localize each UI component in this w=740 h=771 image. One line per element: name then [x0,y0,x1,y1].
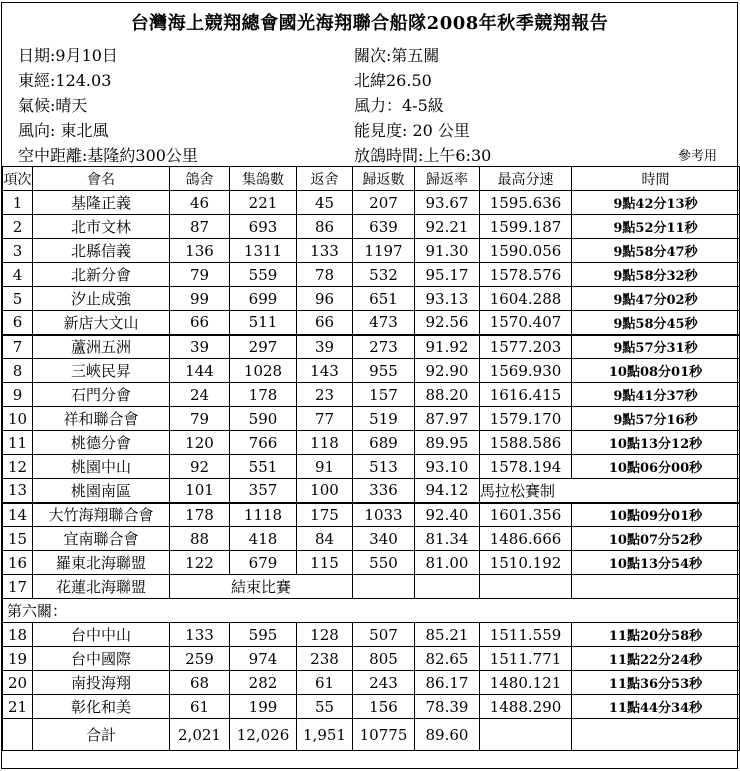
cell-rate: 92.90 [415,359,480,383]
cell-lofts: 122 [170,551,230,575]
cell-lofts: 92 [170,455,230,479]
cell-empty [480,575,572,599]
cell-lofts: 133 [170,623,230,647]
cell-returned: 243 [353,671,415,695]
cell-entered: 282 [230,671,297,695]
cell-speed: 1570.407 [480,311,572,335]
cell-returned-lofts: 143 [297,359,353,383]
cell-lofts: 136 [170,239,230,263]
cell-rate: 78.39 [415,695,480,719]
cell-rate: 93.10 [415,455,480,479]
cell-speed: 1511.771 [480,647,572,671]
cell-returned-lofts: 175 [297,503,353,527]
release-latitude: 北緯26.50 [354,71,432,90]
total-lofts: 2,021 [170,719,230,751]
cell-club: 蘆洲五洲 [33,335,170,359]
cell-entered: 1028 [230,359,297,383]
cell-rate: 91.30 [415,239,480,263]
table-row [3,263,740,287]
cell-lofts: 46 [170,191,230,215]
cell-time: 9點58分32秒 [572,263,740,287]
cell-entered: 1118 [230,503,297,527]
cell-entered: 178 [230,383,297,407]
cell-lofts: 61 [170,695,230,719]
table-row [3,311,740,335]
cell-returned-lofts: 96 [297,287,353,311]
cell-lofts: 24 [170,383,230,407]
cell-lofts: 144 [170,359,230,383]
cell-entered: 693 [230,215,297,239]
cell-returned: 955 [353,359,415,383]
cell-returned: 157 [353,383,415,407]
cell-speed: 1480.121 [480,671,572,695]
section-row-6 [3,599,740,623]
cell-no: 5 [3,287,33,311]
cell-speed: 1569.930 [480,359,572,383]
cell-ended: 結束比賽 [170,575,353,599]
report-sheet [1,2,738,769]
race-stage: 關次:第五關 [354,46,440,65]
cell-returned-lofts: 77 [297,407,353,431]
cell-rate: 88.20 [415,383,480,407]
cell-lofts: 120 [170,431,230,455]
cell-rate: 93.13 [415,287,480,311]
header-ret-lofts: 返舍 [297,167,353,191]
cell-time: 9點58分47秒 [572,239,740,263]
cell-club: 石門分會 [33,383,170,407]
cell-lofts: 259 [170,647,230,671]
cell-rate: 91.92 [415,335,480,359]
cell-speed: 1511.559 [480,623,572,647]
cell-time: 9點58分45秒 [572,311,740,335]
table-row [3,479,740,503]
cell-returned: 207 [353,191,415,215]
cell-no: 8 [3,359,33,383]
cell-returned: 689 [353,431,415,455]
cell-time: 10點07分52秒 [572,527,740,551]
cell-returned: 532 [353,263,415,287]
section-6-label: 第六關： [3,599,740,623]
header-no: 項次 [3,167,33,191]
cell-entered: 297 [230,335,297,359]
header-lofts: 鴿舍 [170,167,230,191]
cell-returned-lofts: 84 [297,527,353,551]
cell-rate: 89.95 [415,431,480,455]
table-row [3,287,740,311]
cell-club: 三峽民昇 [33,359,170,383]
cell-no: 11 [3,431,33,455]
cell-lofts: 68 [170,671,230,695]
cell-returned-lofts: 61 [297,671,353,695]
cell-no: 14 [3,503,33,527]
cell-time: 11點22分24秒 [572,647,740,671]
cell-time: 11點36分53秒 [572,671,740,695]
cell-speed: 1604.288 [480,287,572,311]
cell-time: 10點13分12秒 [572,431,740,455]
cell-entered: 559 [230,263,297,287]
cell-entered: 766 [230,431,297,455]
cell-returned: 513 [353,455,415,479]
cell-returned-lofts: 55 [297,695,353,719]
cell-speed: 1510.192 [480,551,572,575]
cell-speed: 1599.187 [480,215,572,239]
table-row [3,359,740,383]
cell-speed: 1588.586 [480,431,572,455]
cell-club: 基隆正義 [33,191,170,215]
cell-time: 9點42分13秒 [572,191,740,215]
cell-no: 3 [3,239,33,263]
cell-no: 2 [3,215,33,239]
total-entered: 12,026 [230,719,297,751]
cell-rate: 95.17 [415,263,480,287]
cell-rate: 94.12 [415,479,480,503]
cell-returned: 1197 [353,239,415,263]
results-table [2,166,740,751]
cell-entered: 357 [230,479,297,503]
cell-returned-lofts: 78 [297,263,353,287]
cell-returned-lofts: 23 [297,383,353,407]
cell-returned: 507 [353,623,415,647]
race-date: 日期:9月10日 [18,46,118,65]
cell-club: 台中中山 [33,623,170,647]
cell-empty [480,719,572,751]
cell-speed: 1590.056 [480,239,572,263]
cell-time: 9點47分02秒 [572,287,740,311]
cell-no: 18 [3,623,33,647]
cell-rate: 82.65 [415,647,480,671]
cell-club: 彰化和美 [33,695,170,719]
header-rate: 歸返率 [415,167,480,191]
cell-no: 4 [3,263,33,287]
cell-no: 13 [3,479,33,503]
cell-no: 7 [3,335,33,359]
cell-empty [415,575,480,599]
table-row [3,191,740,215]
cell-entered: 679 [230,551,297,575]
cell-lofts: 88 [170,527,230,551]
release-time: 放鴿時間:上午6:30 [354,146,492,165]
table-row [3,239,740,263]
cell-no: 19 [3,647,33,671]
table-row [3,503,740,527]
cell-returned: 651 [353,287,415,311]
cell-lofts: 101 [170,479,230,503]
cell-rate: 92.40 [415,503,480,527]
weather: 氣候:晴天 [18,96,88,115]
table-row [3,335,740,359]
cell-speed: 1578.194 [480,455,572,479]
cell-empty [353,575,415,599]
total-row [3,719,740,751]
cell-lofts: 178 [170,503,230,527]
cell-speed: 1579.170 [480,407,572,431]
table-row [3,407,740,431]
header-club: 會名 [33,167,170,191]
cell-club: 南投海翔 [33,671,170,695]
cell-club: 新店大文山 [33,311,170,335]
cell-returned: 473 [353,311,415,335]
cell-rate: 86.17 [415,671,480,695]
table-row [3,671,740,695]
cell-returned-lofts: 133 [297,239,353,263]
cell-returned-lofts: 128 [297,623,353,647]
cell-speed: 1616.415 [480,383,572,407]
cell-club: 宜南聯合會 [33,527,170,551]
cell-entered: 511 [230,311,297,335]
cell-time: 9點57分31秒 [572,335,740,359]
table-row [3,215,740,239]
header-speed: 最高分速 [480,167,572,191]
cell-no: 17 [3,575,33,599]
table-row [3,431,740,455]
cell-returned-lofts: 115 [297,551,353,575]
cell-returned: 639 [353,215,415,239]
cell-lofts: 87 [170,215,230,239]
cell-note: 馬拉松賽制 [480,479,740,503]
cell-club: 北市文林 [33,215,170,239]
table-row [3,695,740,719]
cell-returned-lofts: 66 [297,311,353,335]
cell-rate: 92.21 [415,215,480,239]
cell-entered: 221 [230,191,297,215]
cell-entered: 595 [230,623,297,647]
cell-club: 大竹海翔聯合會 [33,503,170,527]
cell-time: 11點44分34秒 [572,695,740,719]
table-row [3,551,740,575]
cell-lofts: 66 [170,311,230,335]
table-row [3,527,740,551]
cell-entered: 1311 [230,239,297,263]
cell-club: 桃德分會 [33,431,170,455]
cell-lofts: 39 [170,335,230,359]
cell-club: 北縣信義 [33,239,170,263]
table-row [3,623,740,647]
cell-empty [572,575,740,599]
cell-time: 10點13分54秒 [572,551,740,575]
cell-returned: 519 [353,407,415,431]
cell-speed: 1601.356 [480,503,572,527]
cell-returned-lofts: 100 [297,479,353,503]
total-label: 合計 [33,719,170,751]
cell-no: 21 [3,695,33,719]
cell-empty [572,719,740,751]
cell-club: 台中國際 [33,647,170,671]
cell-no: 12 [3,455,33,479]
cell-time: 9點57分16秒 [572,407,740,431]
cell-returned: 805 [353,647,415,671]
visibility: 能見度: 20 公里 [354,121,470,140]
cell-no: 6 [3,311,33,335]
cell-returned-lofts: 238 [297,647,353,671]
cell-rate: 93.67 [415,191,480,215]
cell-no: 1 [3,191,33,215]
wind-direction: 風向: 東北風 [18,121,109,140]
cell-time: 9點41分37秒 [572,383,740,407]
cell-speed: 1578.576 [480,263,572,287]
cell-rate: 81.00 [415,551,480,575]
cell-entered: 699 [230,287,297,311]
cell-time: 10點06分00秒 [572,455,740,479]
total-returned: 10775 [353,719,415,751]
cell-entered: 551 [230,455,297,479]
cell-time: 9點52分11秒 [572,215,740,239]
cell-time: 11點20分58秒 [572,623,740,647]
header-time: 時間 [572,167,740,191]
header-returned: 歸返數 [353,167,415,191]
total-returned-lofts: 1,951 [297,719,353,751]
cell-empty [3,719,33,751]
cell-rate: 85.21 [415,623,480,647]
cell-club: 祥和聯合會 [33,407,170,431]
cell-speed: 1486.666 [480,527,572,551]
release-longitude: 東經:124.03 [18,71,112,90]
cell-entered: 974 [230,647,297,671]
cell-returned-lofts: 45 [297,191,353,215]
cell-lofts: 79 [170,263,230,287]
cell-time: 10點08分01秒 [572,359,740,383]
cell-no: 9 [3,383,33,407]
table-row [3,647,740,671]
cell-returned: 156 [353,695,415,719]
cell-entered: 418 [230,527,297,551]
table-row [3,455,740,479]
cell-returned: 273 [353,335,415,359]
cell-no: 15 [3,527,33,551]
cell-club: 北新分會 [33,263,170,287]
cell-returned-lofts: 118 [297,431,353,455]
header-row [3,167,740,191]
total-rate: 89.60 [415,719,480,751]
cell-speed: 1488.290 [480,695,572,719]
cell-club: 羅東北海聯盟 [33,551,170,575]
air-distance: 空中距離:基隆約300公里 [18,146,198,165]
cell-rate: 87.97 [415,407,480,431]
cell-time: 10點09分01秒 [572,503,740,527]
cell-rate: 81.34 [415,527,480,551]
cell-speed: 1577.203 [480,335,572,359]
cell-returned-lofts: 86 [297,215,353,239]
cell-no: 16 [3,551,33,575]
table-row [3,575,740,599]
cell-returned: 340 [353,527,415,551]
table-row [3,383,740,407]
cell-club: 汐止成強 [33,287,170,311]
cell-entered: 199 [230,695,297,719]
cell-entered: 590 [230,407,297,431]
cell-speed: 1595.636 [480,191,572,215]
cell-no: 10 [3,407,33,431]
wind-force: 風力：4-5級 [354,96,444,115]
header-entered: 集鴿數 [230,167,297,191]
cell-club: 桃園南區 [33,479,170,503]
cell-returned: 550 [353,551,415,575]
reference-note: 參考用 [678,149,718,164]
cell-lofts: 79 [170,407,230,431]
cell-returned: 336 [353,479,415,503]
cell-returned-lofts: 91 [297,455,353,479]
report-title: 台灣海上競翔總會國光海翔聯合船隊2008年秋季競翔報告 [130,13,609,34]
cell-lofts: 99 [170,287,230,311]
cell-club: 花蓮北海聯盟 [33,575,170,599]
cell-returned: 1033 [353,503,415,527]
cell-no: 20 [3,671,33,695]
cell-returned-lofts: 39 [297,335,353,359]
cell-club: 桃園中山 [33,455,170,479]
cell-rate: 92.56 [415,311,480,335]
